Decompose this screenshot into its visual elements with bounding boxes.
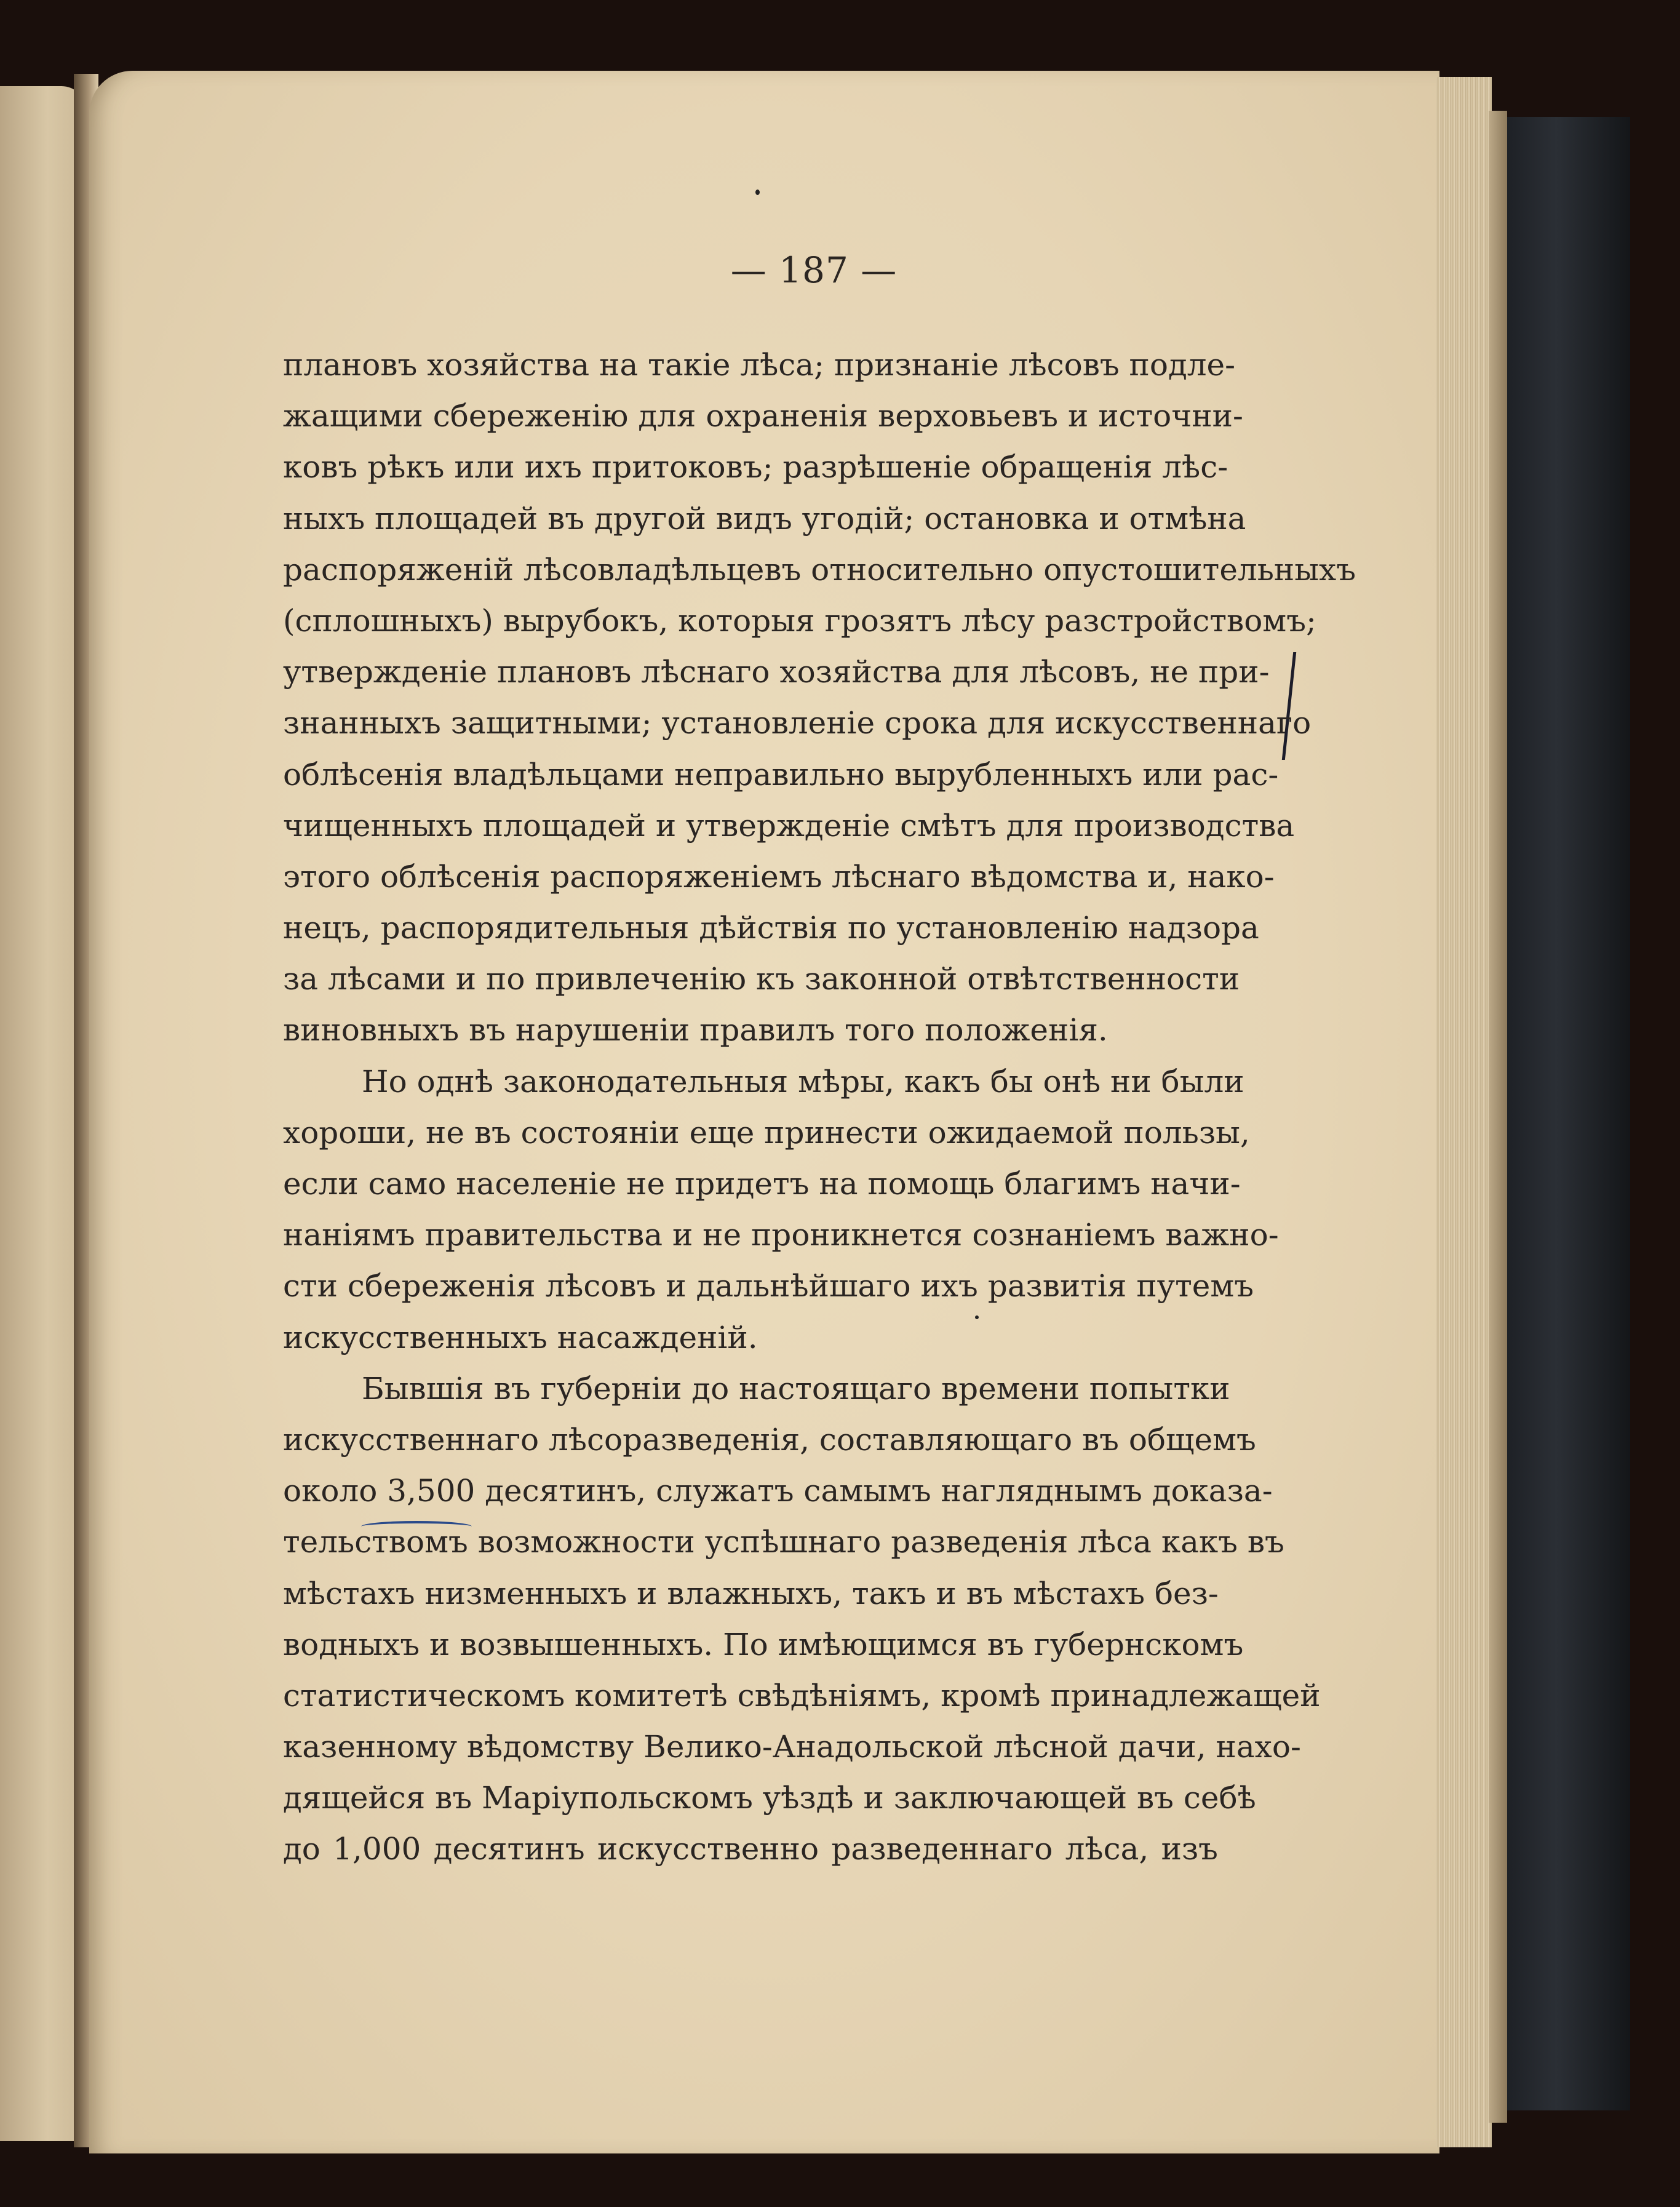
text-line: мѣстахъ низменныхъ и влажныхъ, такъ и въ мѣстахъ без- bbox=[283, 1575, 1219, 1611]
ink-speck bbox=[755, 190, 760, 195]
text-line: хороши, не въ состояніи еще принести ожидаемой пользы, bbox=[283, 1114, 1250, 1151]
book-cover-edge bbox=[1507, 117, 1630, 2110]
previous-page-edge bbox=[0, 86, 86, 2141]
page-stack-shadow bbox=[1489, 111, 1507, 2123]
text-line: чищенныхъ площадей и утвержденіе смѣтъ для производства bbox=[283, 807, 1295, 844]
page-text-block bbox=[283, 340, 1356, 1875]
text-line: статистическомъ комитетѣ свѣдѣніямъ, кромѣ принадлежащей bbox=[283, 1677, 1321, 1714]
text-line: нецъ, распорядительныя дѣйствія по установленію надзора bbox=[283, 910, 1259, 946]
text-line: этого облѣсенія распоряженіемъ лѣснаго вѣдомства и, нако- bbox=[283, 858, 1275, 895]
text-line: плановъ хозяйства на такіе лѣса; признаніе лѣсовъ подле- bbox=[283, 347, 1236, 383]
text-line: водныхъ и возвышенныхъ. По имѣющимся въ губернскомъ bbox=[283, 1626, 1244, 1662]
text-line: ковъ рѣкъ или ихъ притоковъ; разрѣшеніе обращенія лѣс- bbox=[283, 449, 1228, 485]
text-line: до 1,000 десятинъ искусственно разведеннаго лѣса, изъ bbox=[283, 1831, 1218, 1867]
text-line: казенному вѣдомству Велико-Анадольской лѣсной дачи, нахо- bbox=[283, 1729, 1301, 1765]
text-line: дящейся въ Маріупольскомъ уѣздѣ и заключающей въ себѣ bbox=[283, 1780, 1256, 1816]
text-line: около 3,500 десятинъ, служатъ самымъ нагляднымъ доказа- bbox=[283, 1473, 1273, 1509]
page-number: — 187 — bbox=[730, 249, 898, 291]
text-line: распоряженій лѣсовладѣльцевъ относительно опустошительныхъ bbox=[283, 551, 1356, 588]
text-line: тельствомъ возможности успѣшнаго разведенія лѣса какъ въ bbox=[283, 1524, 1284, 1560]
text-line: искусственныхъ насажденій. bbox=[283, 1319, 758, 1355]
text-line: виновныхъ въ нарушеніи правилъ того положенія. bbox=[283, 1012, 1108, 1048]
text-line: за лѣсами и по привлеченію къ законной отвѣтственности bbox=[283, 961, 1240, 997]
text-line: знанныхъ защитными; установленіе срока для искусственнаго bbox=[283, 705, 1312, 741]
text-line: Бывшія въ губерніи до настоящаго времени попытки bbox=[362, 1370, 1230, 1407]
page-stack-edge bbox=[1436, 77, 1492, 2147]
text-line: ныхъ площадей въ другой видъ угодій; остановка и отмѣна bbox=[283, 500, 1246, 537]
text-line: облѣсенія владѣльцами неправильно вырубленныхъ или рас- bbox=[283, 756, 1279, 792]
text-line: сти сбереженія лѣсовъ и дальнѣйшаго ихъ развитія путемъ bbox=[283, 1268, 1254, 1304]
text-line: (сплошныхъ) вырубокъ, которыя грозятъ лѣсу разстройствомъ; bbox=[283, 602, 1316, 639]
text-line: утвержденіе плановъ лѣснаго хозяйства для лѣсовъ, не при- bbox=[283, 654, 1270, 690]
text-line: Но однѣ законодательныя мѣры, какъ бы онѣ ни были bbox=[362, 1063, 1244, 1100]
handwritten-underline bbox=[361, 1521, 472, 1532]
text-line: искусственнаго лѣсоразведенія, составляющаго въ общемъ bbox=[283, 1421, 1256, 1458]
text-line: жащими сбереженію для охраненія верховьевъ и источни- bbox=[283, 398, 1243, 434]
text-line: если само населеніе не придетъ на помощь благимъ начи- bbox=[283, 1166, 1241, 1202]
text-line: наніямъ правительства и не проникнется сознаніемъ важно- bbox=[283, 1217, 1279, 1253]
